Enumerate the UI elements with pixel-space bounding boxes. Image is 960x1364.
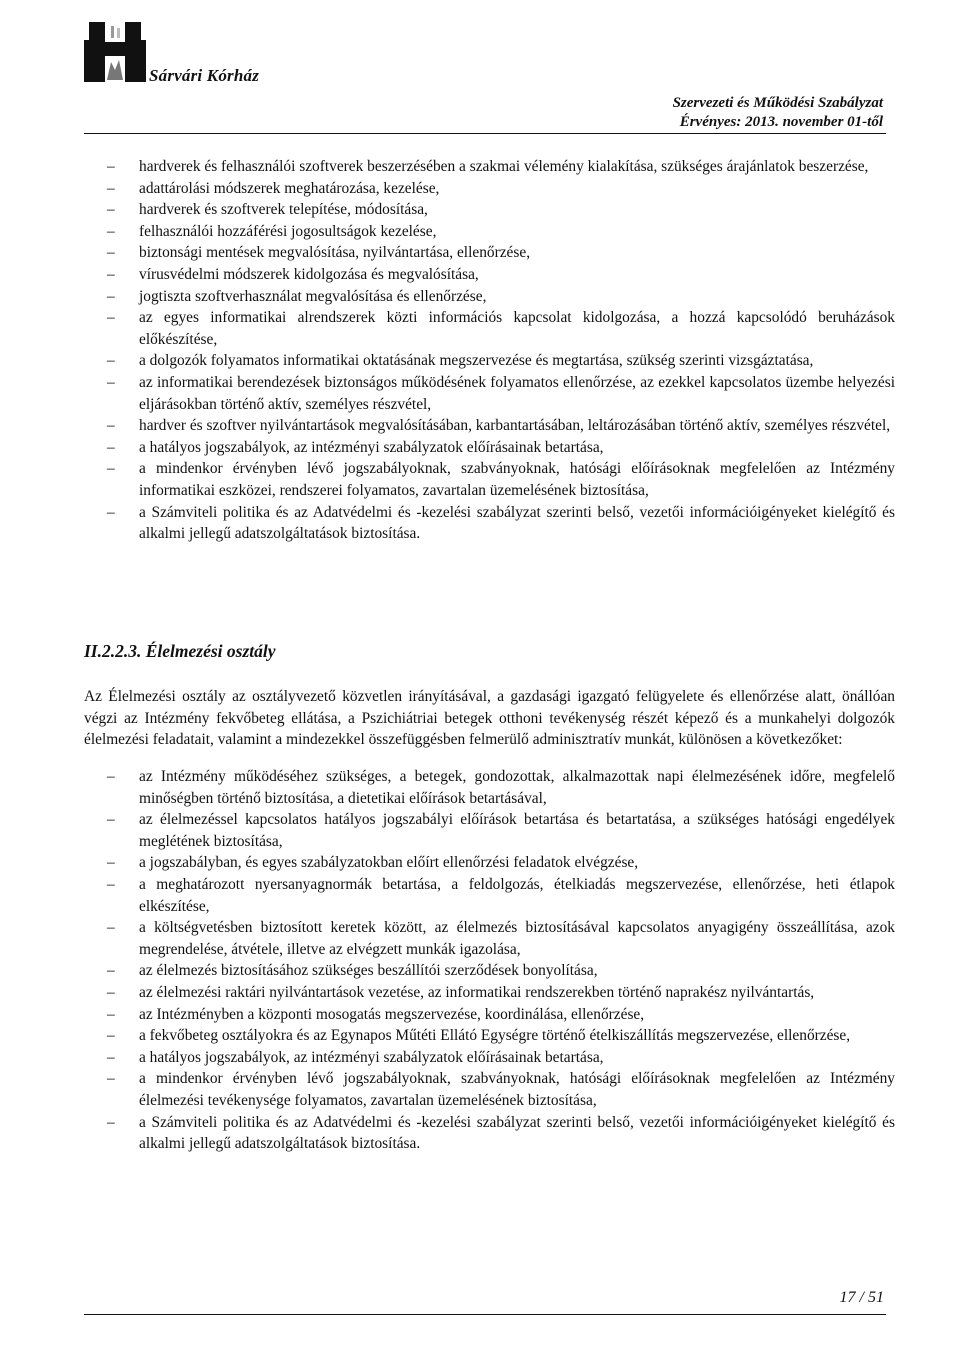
list-item: – a jogszabályban, és egyes szabályzatokban előírt ellenőrzési feladatok elvégzése, [107,852,895,874]
document-header [673,94,883,132]
list-item: – az Intézmény működéséhez szükséges, a betegek, gondozottak, alkalmazottak napi élelmezésének időre, megfelelő minőségben történő biztosítása, a dietetikai előírások betartásával, [107,766,895,809]
list-item: – a mindenkor érvényben lévő jogszabályoknak, szabványoknak, hatósági előírásoknak megfelelően az Intézmény informatikai eszközei, rendszerei folyamatos, zavartalan üzemelésének biztosítása, [107,458,895,501]
list-item: – a hatályos jogszabályok, az intézményi szabályzatok előírásainak betartása, [107,437,895,459]
list-item: – az élelmezés biztosításához szükséges beszállítói szerződések bonyolítása, [107,960,895,982]
document-validity: Érvényes: 2013. november 01-től [679,114,883,130]
list-item: – hardverek és felhasználói szoftverek beszerzésében a szakmai vélemény kialakítása, szükséges árajánlatok beszerzése, [107,156,895,178]
list-item: – biztonsági mentések megvalósítása, nyilvántartása, ellenőrzése, [107,242,895,264]
list-item: – a meghatározott nyersanyagnormák betartása, a feldolgozás, ételkiadás megszervezése, ellenőrzése, heti étlapok elkészítése, [107,874,895,917]
hospital-logo-icon [84,18,146,82]
list-item: – a mindenkor érvényben lévő jogszabályoknak, szabványoknak, hatósági előírásoknak megfelelően az Intézmény élelmezési tevékenysége folyamatos, zavartalan üzemelésének biztosítása, [107,1068,895,1111]
it-duties-list [107,156,895,545]
list-item: – jogtiszta szoftverhasználat megvalósítása és ellenőrzése, [107,286,895,308]
list-item: – a fekvőbeteg osztályokra és az Egynapos Műtéti Ellátó Egységre történő ételkiszállítás megszervezése, ellenőrzése, [107,1025,895,1047]
footer-divider [84,1314,886,1315]
document-title: Szervezeti és Működési Szabályzat [672,95,883,111]
list-item: – hardverek és szoftverek telepítése, módosítása, [107,199,895,221]
list-item: – a hatályos jogszabályok, az intézményi szabályzatok előírásainak betartása, [107,1047,895,1069]
page-number: 17 / 51 [839,1289,884,1306]
section-heading: II.2.2.3. Élelmezési osztály [84,641,276,661]
list-item: – a Számviteli politika és az Adatvédelmi és -kezelési szabályzat szerinti belső, vezetői információigényeket kielégítő és alkalmi jellegű adatszolgáltatások biztosítása. [107,502,895,545]
list-item: – az informatikai berendezések biztonságos működésének folyamatos ellenőrzése, az ezekkel kapcsolatos üzembe helyezési eljárásokban történő aktív, személyes részvétel, [107,372,895,415]
section-intro: Az Élelmezési osztály az osztályvezető közvetlen irányításával, a gazdasági igazgató felügyelete és ellenőrzése alatt, önállóan végzi az Intézmény fekvőbeteg ellátása, a Pszichiátriai betegek otthoni tevékenység részét képező és a munkahelyi dolgozók élelmezési feladatait, valamint a mindezekkel összefüggésben felmerülő adminisztratív munkát, különösen a következőket: [84,688,895,749]
list-item: – a dolgozók folyamatos informatikai oktatásának megszervezése és megtartása, szükség szerinti vizsgáztatása, [107,350,895,372]
list-item: – a Számviteli politika és az Adatvédelmi és -kezelési szabályzat szerinti belső, vezetői információigényeket kielégítő és alkalmi jellegű adatszolgáltatások biztosítása. [107,1112,895,1155]
header-divider [84,133,886,134]
organization-name: Sárvári Kórház [149,66,260,85]
list-item: – az egyes informatikai alrendszerek közti információs kapcsolat kidolgozása, a hozzá kapcsolódó beruházások előkészítése, [107,307,895,350]
list-item: – felhasználói hozzáférési jogosultságok kezelése, [107,221,895,243]
list-item: – vírusvédelmi módszerek kidolgozása és megvalósítása, [107,264,895,286]
list-item: – az élelmezési raktári nyilvántartások vezetése, az informatikai rendszerekben történő naprakész nyilvántartás, [107,982,895,1004]
list-item: – az Intézményben a központi mosogatás megszervezése, koordinálása, ellenőrzése, [107,1004,895,1026]
list-item: – adattárolási módszerek meghatározása, kezelése, [107,178,895,200]
catering-duties-list [107,766,895,1155]
list-item: – a költségvetésben biztosított keretek között, az élelmezés biztosításával kapcsolatos anyagigény összeállítása, azok megrendelése, átvétele, illetve az elvégzett munkák igazolása, [107,917,895,960]
list-item: – hardver és szoftver nyilvántartások megvalósításában, karbantartásában, leltározásában történő aktív, személyes részvétel, [107,415,895,437]
list-item: – az élelmezéssel kapcsolatos hatályos jogszabályi előírások betartása és betartatása, a szükséges hatósági engedélyek meglétének biztosítása, [107,809,895,852]
